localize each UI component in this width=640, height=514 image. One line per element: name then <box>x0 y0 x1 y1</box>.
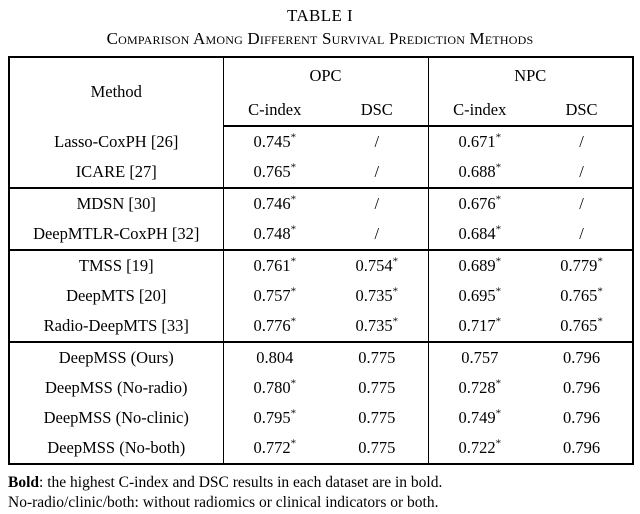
table-row <box>9 157 633 188</box>
table-header-row-1 <box>9 57 633 94</box>
cell-opc-cindex: 0.761* <box>253 255 297 275</box>
row-method: Radio-DeepMTS [33] <box>9 311 223 342</box>
cell-npc-dsc: 0.796 <box>531 433 633 464</box>
cell-npc-dsc: 0.779* <box>531 250 633 281</box>
note-bold-rest: : the highest C-index and DSC results in each dataset are in bold. <box>39 474 443 491</box>
table-row <box>9 433 633 464</box>
table-row <box>9 403 633 433</box>
header-method: Method <box>9 57 223 126</box>
header-group-opc: OPC <box>223 57 428 94</box>
cell-npc-cindex: 0.722* <box>428 433 531 464</box>
cell-npc-dsc: 0.796 <box>531 373 633 403</box>
table-caption: Comparison Among Different Survival Prediction Methods <box>106 29 534 48</box>
header-metric-npc-dsc: DSC <box>531 94 633 126</box>
cell-opc-dsc: / <box>326 188 428 219</box>
cell-opc-dsc: 0.754* <box>326 250 428 281</box>
cell-opc-cindex: 0.765* <box>223 157 326 188</box>
table-row <box>9 373 633 403</box>
table-row <box>9 311 633 342</box>
comparison-table <box>8 56 634 465</box>
table-notes <box>8 473 632 514</box>
cell-npc-dsc: / <box>531 219 633 250</box>
cell-opc-cindex: 0.748* <box>223 219 326 250</box>
header-metric-npc-cindex: C-index <box>428 94 531 126</box>
row-method: DeepMSS (No-clinic) <box>9 403 223 433</box>
cell-npc-cindex: 0.757 <box>461 348 499 367</box>
cell-npc-cindex: 0.717* <box>428 311 531 342</box>
table-row <box>9 219 633 250</box>
header-group-npc: NPC <box>428 57 633 94</box>
row-method: DeepMSS (No-radio) <box>9 373 223 403</box>
table-row <box>9 126 633 157</box>
table-row <box>9 250 633 281</box>
cell-npc-dsc: 0.796 <box>531 403 633 433</box>
header-metric-opc-cindex: C-index <box>223 94 326 126</box>
row-method: ICARE [27] <box>9 157 223 188</box>
cell-opc-dsc: / <box>326 157 428 188</box>
cell-opc-dsc: 0.775 <box>326 373 428 403</box>
row-method: TMSS [19] <box>9 250 223 281</box>
note-abbrev-line: No-radio/clinic/both: without radiomics or clinical indicators or both. <box>8 494 439 512</box>
table-row <box>9 281 633 311</box>
cell-opc-dsc: 0.775 <box>326 403 428 433</box>
row-method: DeepMTLR-CoxPH [32] <box>9 219 223 250</box>
cell-npc-dsc: / <box>531 188 633 219</box>
cell-npc-cindex: 0.688* <box>428 157 531 188</box>
cell-opc-dsc: 0.775 <box>326 433 428 464</box>
note-bold-line <box>8 473 632 493</box>
header-metric-opc-dsc: DSC <box>326 94 428 126</box>
cell-npc-cindex: 0.695* <box>458 285 502 305</box>
table-number: TABLE I <box>286 6 354 25</box>
cell-npc-cindex: 0.684* <box>428 219 531 250</box>
row-method: DeepMTS [20] <box>9 281 223 311</box>
cell-npc-cindex: 0.749* <box>458 407 502 427</box>
note-bold-keyword: Bold <box>8 474 40 491</box>
cell-npc-cindex: 0.676* <box>458 193 502 213</box>
row-method: DeepMSS (No-both) <box>9 433 223 464</box>
cell-opc-dsc: 0.735* <box>326 281 428 311</box>
row-method: Lasso-CoxPH [26] <box>9 126 223 157</box>
cell-npc-cindex: 0.671* <box>458 131 502 151</box>
table-row <box>9 188 633 219</box>
cell-opc-dsc: 0.775 <box>326 342 428 373</box>
cell-npc-dsc: / <box>531 157 633 188</box>
row-method: DeepMSS (Ours) <box>9 342 223 373</box>
cell-npc-dsc: / <box>531 126 633 157</box>
cell-opc-dsc: / <box>326 126 428 157</box>
cell-npc-cindex: 0.689* <box>458 255 502 275</box>
cell-opc-cindex: 0.772* <box>223 433 326 464</box>
cell-opc-cindex: 0.776* <box>223 311 326 342</box>
table-row <box>9 342 633 373</box>
cell-opc-cindex: 0.795* <box>253 407 297 427</box>
cell-npc-dsc: 0.765* <box>531 281 633 311</box>
cell-opc-cindex: 0.745* <box>253 131 297 151</box>
cell-opc-cindex: 0.780* <box>253 377 297 397</box>
cell-opc-cindex: 0.746* <box>253 193 297 213</box>
cell-opc-cindex: 0.804 <box>256 348 294 367</box>
cell-opc-dsc: / <box>326 219 428 250</box>
cell-npc-cindex: 0.728* <box>458 377 502 397</box>
row-method: MDSN [30] <box>9 188 223 219</box>
cell-opc-dsc: 0.735* <box>326 311 428 342</box>
cell-npc-dsc: 0.765* <box>531 311 633 342</box>
cell-npc-dsc: 0.796 <box>531 342 633 373</box>
cell-opc-cindex: 0.757* <box>253 285 297 305</box>
